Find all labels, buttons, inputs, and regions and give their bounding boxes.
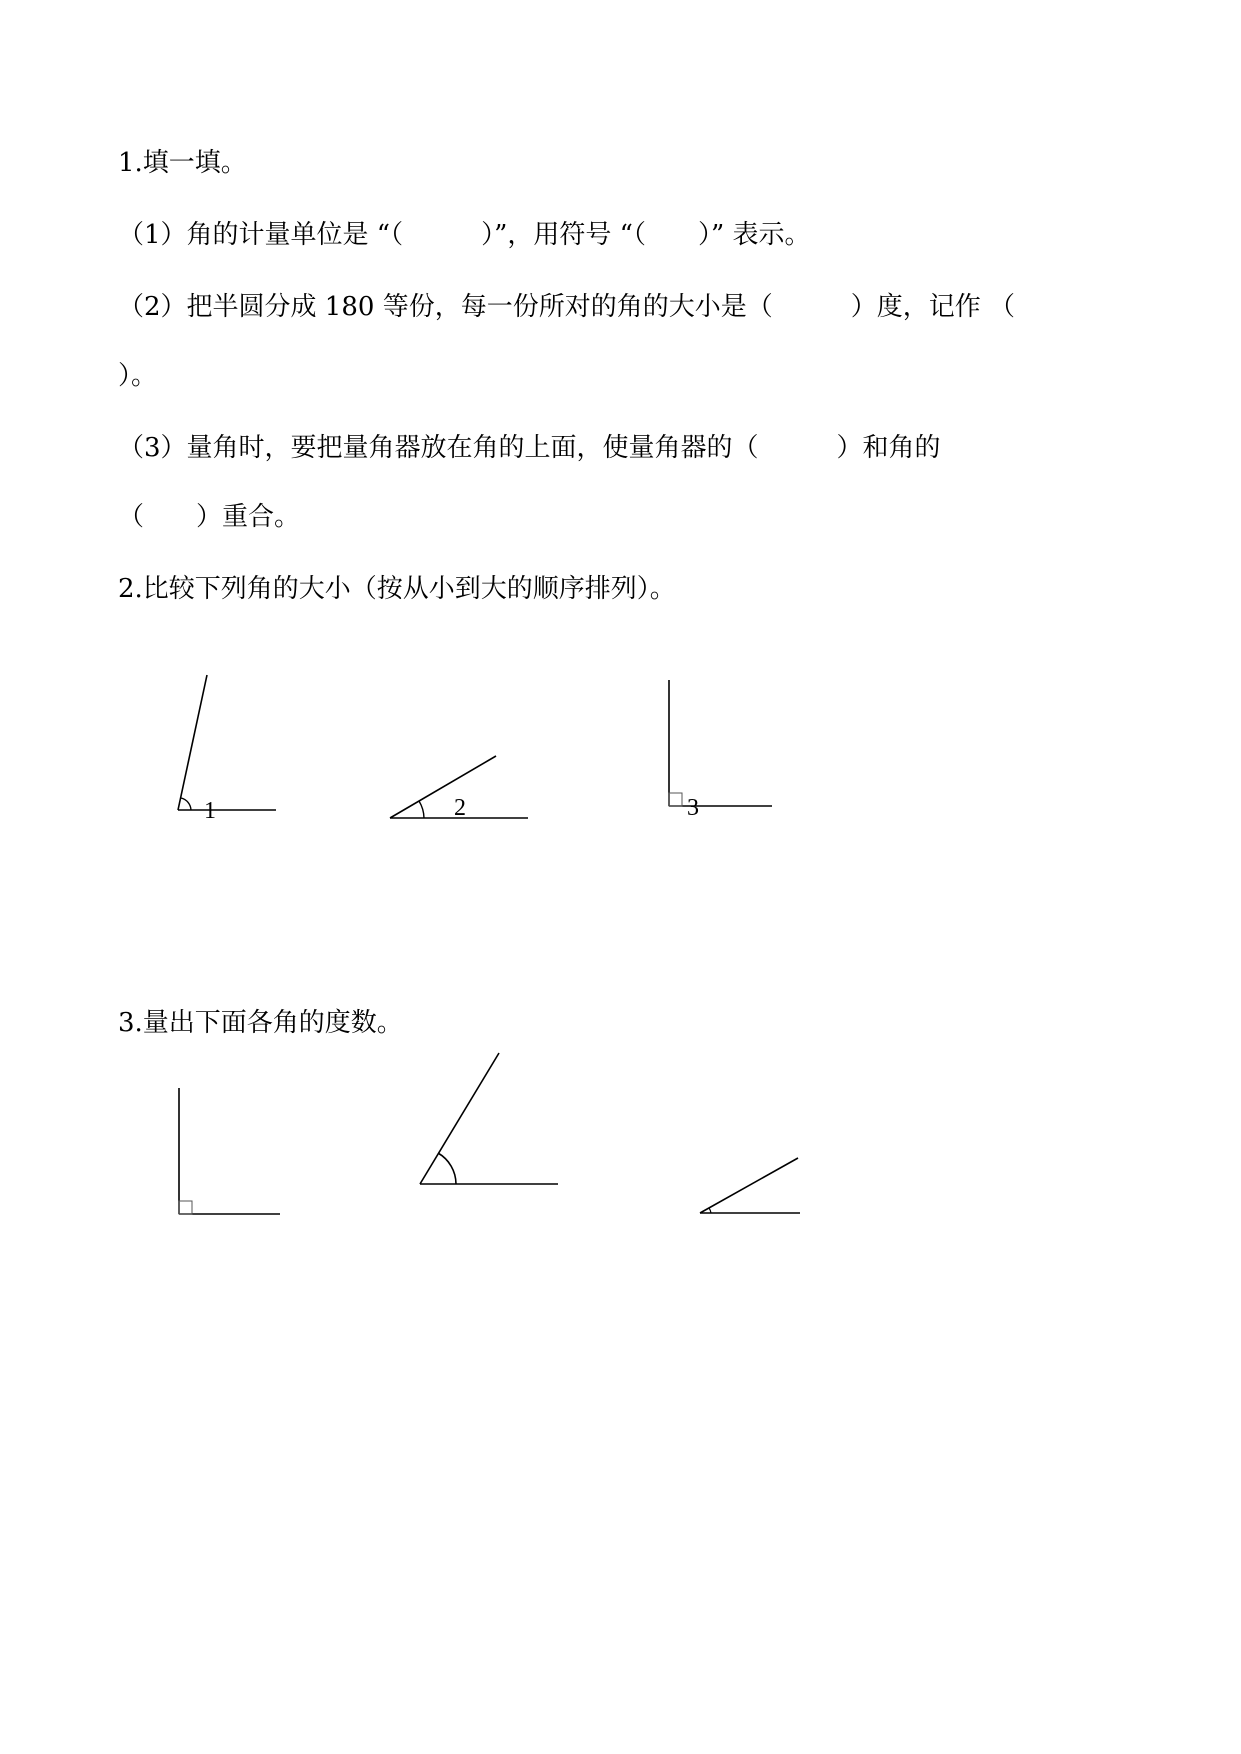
question-1-item-2-line-1: （2）把半圆分成 180 等份，每一份所对的角的大小是（ ）度，记作 （ <box>118 292 1015 322</box>
question-1-title: 1.填一填。 <box>118 148 247 178</box>
question-2-title: 2.比较下列角的大小（按从小到大的顺序排列）。 <box>118 574 676 604</box>
question-1-item-2-line-2: ）。 <box>118 361 158 391</box>
measure-angle-2-figure <box>420 1053 558 1184</box>
question-1-item-1: （1）角的计量单位是 “（ ）”，用符号 “（ ）” 表示。 <box>118 220 811 250</box>
angle-label-2: 2 <box>454 795 466 821</box>
angle-3-figure <box>669 680 772 806</box>
angle-label-3: 3 <box>687 795 699 821</box>
angle-label-1: 1 <box>204 798 216 824</box>
measure-angle-1-figure <box>179 1088 280 1214</box>
measure-angle-3-figure <box>700 1158 800 1213</box>
question-3-title: 3.量出下面各角的度数。 <box>118 1008 403 1038</box>
question-1-item-3-line-2: （ ）重合。 <box>118 502 301 532</box>
angle-1-figure <box>178 675 276 810</box>
question-1-item-3-line-1: （3）量角时，要把量角器放在角的上面，使量角器的（ ）和角的 <box>118 433 941 463</box>
